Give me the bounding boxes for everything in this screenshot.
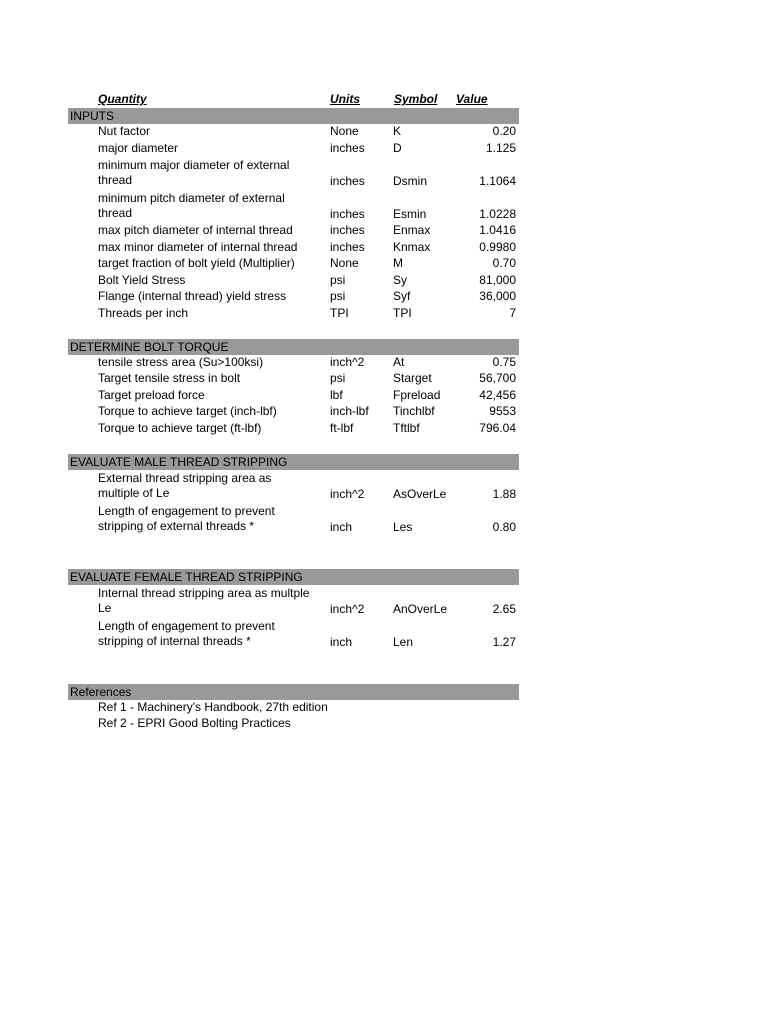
quantity-cell bbox=[98, 504, 330, 534]
value-cell: 1.88 bbox=[492, 486, 516, 501]
table-row bbox=[68, 240, 519, 257]
reference-item bbox=[68, 716, 519, 733]
header-quantity: Quantity bbox=[98, 92, 147, 106]
value-cell: 9553 bbox=[489, 404, 516, 418]
units-cell: TPI bbox=[330, 305, 349, 320]
quantity-cell bbox=[98, 158, 330, 188]
units-cell: None bbox=[330, 124, 359, 138]
symbol-cell: Enmax bbox=[393, 223, 431, 237]
table-row bbox=[68, 388, 519, 405]
quantity-line-2: Le bbox=[98, 600, 112, 615]
units-cell: inch^2 bbox=[330, 354, 365, 369]
quantity-cell: Threads per inch bbox=[98, 305, 189, 320]
units-cell: inch bbox=[330, 634, 353, 649]
value-cell: 0.20 bbox=[492, 124, 516, 138]
quantity-line-1: Length of engagement to prevent bbox=[98, 503, 275, 518]
quantity-cell: Target tensile stress in bolt bbox=[98, 371, 241, 385]
value-cell: 0.9980 bbox=[479, 239, 516, 254]
quantity-cell: Flange (internal thread) yield stress bbox=[98, 289, 287, 303]
units-cell: inches bbox=[330, 239, 365, 254]
table-row bbox=[68, 470, 519, 503]
section-band-inputs: INPUTS bbox=[68, 108, 519, 124]
value-cell: 0.75 bbox=[492, 354, 516, 369]
symbol-cell: D bbox=[393, 140, 402, 155]
value-cell: 56,700 bbox=[479, 371, 516, 385]
quantity-cell: max minor diameter of internal thread bbox=[98, 239, 298, 254]
value-cell: 36,000 bbox=[479, 289, 516, 303]
quantity-cell bbox=[98, 619, 330, 649]
spacer bbox=[68, 536, 519, 569]
quantity-cell: Bolt Yield Stress bbox=[98, 272, 186, 287]
units-cell: inch bbox=[330, 519, 353, 534]
units-cell: None bbox=[330, 256, 359, 270]
symbol-cell: K bbox=[393, 124, 402, 138]
spacer bbox=[68, 651, 519, 684]
table-row bbox=[68, 306, 519, 323]
table-row bbox=[68, 141, 519, 158]
quantity-line-1: External thread stripping area as bbox=[98, 470, 272, 485]
quantity-cell: Torque to achieve target (ft-lbf) bbox=[98, 420, 262, 435]
units-cell: inch^2 bbox=[330, 486, 365, 501]
symbol-cell: Tinchlbf bbox=[393, 404, 435, 418]
value-cell: 7 bbox=[509, 305, 516, 320]
header-units: Units bbox=[330, 92, 360, 106]
value-cell: 0.70 bbox=[492, 256, 516, 270]
symbol-cell: At bbox=[393, 354, 405, 369]
table-row bbox=[68, 157, 519, 190]
quantity-cell bbox=[98, 471, 330, 501]
quantity-line-2: thread bbox=[98, 173, 133, 187]
value-cell: 2.65 bbox=[492, 601, 516, 616]
value-cell: 796.04 bbox=[479, 420, 516, 435]
header-value: Value bbox=[456, 92, 488, 106]
symbol-cell: Fpreload bbox=[393, 387, 441, 402]
table-row bbox=[68, 289, 519, 306]
units-cell: inches bbox=[330, 223, 365, 237]
units-cell: inch^2 bbox=[330, 601, 365, 616]
spacer bbox=[68, 322, 519, 339]
quantity-cell: major diameter bbox=[98, 140, 179, 155]
spacer bbox=[68, 437, 519, 454]
symbol-cell: Tftlbf bbox=[393, 420, 420, 435]
units-cell: lbf bbox=[330, 387, 343, 402]
reference-item bbox=[68, 700, 519, 717]
symbol-cell: Sy bbox=[393, 272, 408, 287]
table-row bbox=[68, 618, 519, 651]
table-row bbox=[68, 404, 519, 421]
quantity-line-2: thread bbox=[98, 206, 133, 220]
quantity-line-1: Internal thread stripping area as multple bbox=[98, 585, 310, 600]
table-row bbox=[68, 421, 519, 438]
section-band-references: References bbox=[68, 684, 519, 700]
quantity-cell: max pitch diameter of internal thread bbox=[98, 223, 293, 237]
symbol-cell: AsOverLe bbox=[393, 486, 447, 501]
units-cell: psi bbox=[330, 289, 346, 303]
column-header-row bbox=[68, 90, 519, 108]
value-cell: 1.0416 bbox=[479, 223, 516, 237]
units-cell: inches bbox=[330, 140, 365, 155]
units-cell: inches bbox=[330, 174, 365, 188]
table-row bbox=[68, 371, 519, 388]
symbol-cell: Syf bbox=[393, 289, 411, 303]
symbol-cell: Esmin bbox=[393, 207, 427, 221]
value-cell: 42,456 bbox=[479, 387, 516, 402]
symbol-cell: Dsmin bbox=[393, 174, 428, 188]
units-cell: psi bbox=[330, 272, 346, 287]
quantity-line-2: stripping of internal threads * bbox=[98, 633, 251, 648]
table-row bbox=[68, 273, 519, 290]
value-cell: 1.0228 bbox=[479, 207, 516, 221]
quantity-line-1: minimum major diameter of external bbox=[98, 158, 290, 172]
symbol-cell: TPI bbox=[393, 305, 412, 320]
symbol-cell: M bbox=[393, 256, 403, 270]
table-row bbox=[68, 585, 519, 618]
section-band-torque: DETERMINE BOLT TORQUE bbox=[68, 339, 519, 355]
quantity-cell: tensile stress area (Su>100ksi) bbox=[98, 354, 264, 369]
table-row bbox=[68, 355, 519, 372]
symbol-cell: Les bbox=[393, 519, 413, 534]
reference-text: Ref 2 - EPRI Good Bolting Practices bbox=[98, 716, 291, 730]
quantity-cell: Torque to achieve target (inch-lbf) bbox=[98, 404, 277, 418]
symbol-cell: AnOverLe bbox=[393, 601, 448, 616]
value-cell: 0.80 bbox=[492, 519, 516, 534]
header-symbol: Symbol bbox=[394, 92, 438, 106]
quantity-cell bbox=[98, 191, 330, 221]
table-row bbox=[68, 223, 519, 240]
table-row bbox=[68, 503, 519, 536]
value-cell: 1.1064 bbox=[479, 174, 516, 188]
section-band-female-stripping: EVALUATE FEMALE THREAD STRIPPING bbox=[68, 569, 519, 585]
symbol-cell: Len bbox=[393, 634, 414, 649]
quantity-line-2: multiple of Le bbox=[98, 485, 170, 500]
table-row bbox=[68, 190, 519, 223]
units-cell: inch-lbf bbox=[330, 404, 369, 418]
quantity-cell: target fraction of bolt yield (Multiplier) bbox=[98, 256, 295, 270]
reference-text: Ref 1 - Machinery's Handbook, 27th edition bbox=[98, 699, 328, 714]
value-cell: 81,000 bbox=[479, 272, 516, 287]
table-row bbox=[68, 124, 519, 141]
value-cell: 1.125 bbox=[485, 140, 516, 155]
quantity-cell bbox=[98, 586, 330, 616]
units-cell: psi bbox=[330, 371, 346, 385]
symbol-cell: Knmax bbox=[393, 239, 431, 254]
section-band-male-stripping: EVALUATE MALE THREAD STRIPPING bbox=[68, 454, 519, 470]
quantity-line-1: Length of engagement to prevent bbox=[98, 618, 275, 633]
units-cell: inches bbox=[330, 207, 365, 221]
symbol-cell: Starget bbox=[393, 371, 432, 385]
table-row bbox=[68, 256, 519, 273]
value-cell: 1.27 bbox=[492, 634, 516, 649]
quantity-line-2: stripping of external threads * bbox=[98, 518, 255, 533]
quantity-cell: Nut factor bbox=[98, 124, 151, 138]
units-cell: ft-lbf bbox=[330, 420, 354, 435]
quantity-line-1: minimum pitch diameter of external bbox=[98, 191, 285, 205]
quantity-cell: Target preload force bbox=[98, 387, 205, 402]
bolt-torque-worksheet bbox=[68, 90, 519, 733]
